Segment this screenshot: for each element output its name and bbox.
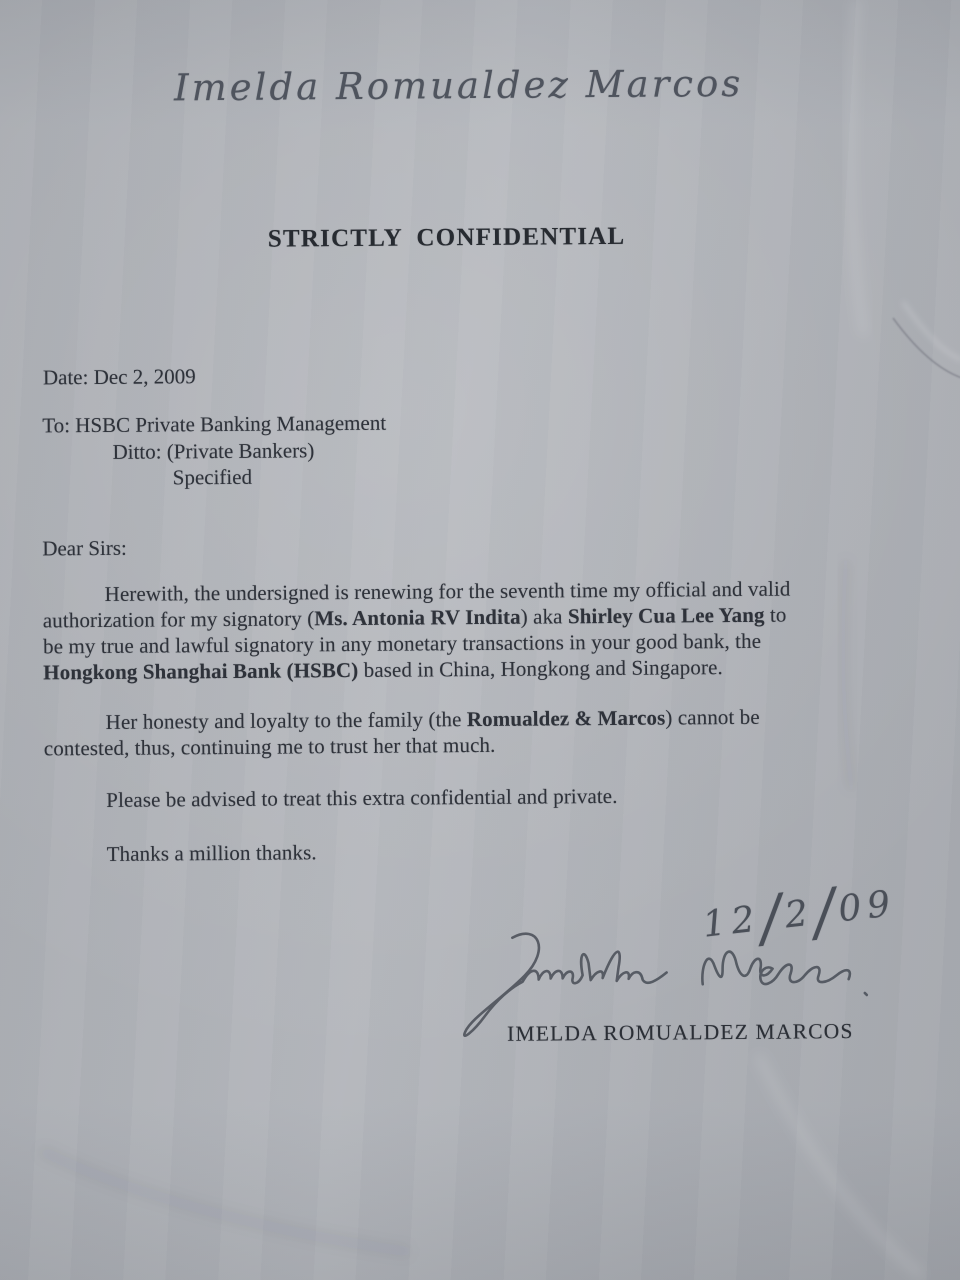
date-line: Date: Dec 2, 2009 [42,364,196,390]
handwritten-date: 12/2/09 [700,873,899,956]
body-paragraph-4: Thanks a million thanks. [106,840,317,866]
body-paragraph-2: Her honesty and loyalty to the family (the Romualdez & Marcos) cannot be contested, thus, continuing me to trust her that much. [43,704,760,761]
recipient-line: To: HSBC Private Banking Management [42,410,387,438]
salutation: Dear Sirs: [42,535,127,561]
typed-signatory-name: IMELDA ROMUALDEZ MARCOS [506,1019,854,1046]
specified-line: Specified [172,464,253,490]
classification-heading: STRICTLY CONFIDENTIAL [267,222,626,253]
letterhead-name: Imelda Romualdez Marcos [173,61,744,110]
body-paragraph-1: Herewith, the undersigned is renewing for the seventh time my official and valid authorization for my signatory (Ms. Antonia RV Indita) aka Shirley Cua Lee Yang to be my true and lawful signatory in any monetary transactions in your good bank, the Hongkong Shanghai Bank (HSBC) based in China, Hongkong and Singapore. [42,576,791,685]
ditto-line: Ditto: (Private Bankers) [112,438,315,464]
body-paragraph-3: Please be advised to treat this extra confidential and private. [106,783,618,812]
